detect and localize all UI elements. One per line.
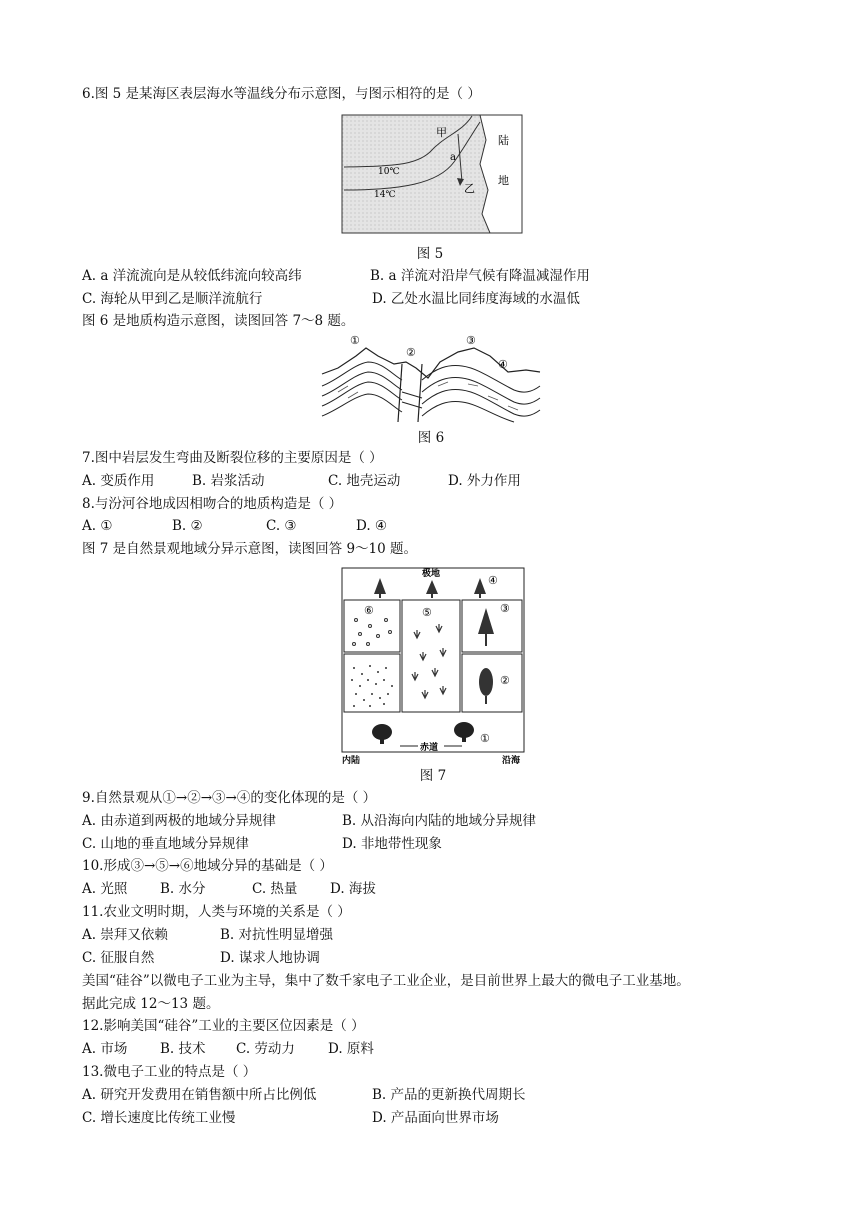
q11-option-c: C. 征服自然 [82, 950, 155, 966]
land-label-2: 地 [498, 174, 509, 187]
q11-option-b: B. 对抗性明显增强 [220, 927, 334, 943]
question-8-stem: 8.与汾河谷地成因相吻合的地质构造是（ ） [82, 496, 343, 512]
label-a: a [450, 152, 456, 163]
q12-option-c: C. 劳动力 [236, 1041, 295, 1057]
intro-silicon-valley-line1: 美国“硅谷”以微电子工业为主导，集中了数千家电子工业企业，是目前世界上最大的微电子工业基地。 [82, 973, 690, 989]
figure-6-caption: 图 6 [417, 430, 445, 446]
figure-5-caption: 图 5 [416, 246, 444, 262]
q12-option-d: D. 原料 [328, 1041, 374, 1057]
question-11-stem: 11.农业文明时期，人类与环境的关系是（ ） [82, 904, 351, 920]
isotherm-14: 14℃ [374, 190, 396, 200]
q11-option-d: D. 谋求人地协调 [220, 950, 320, 966]
q6-option-c: C. 海轮从甲到乙是顺洋流航行 [82, 291, 263, 307]
question-7-stem: 7.图中岩层发生弯曲及断裂位移的主要原因是（ ） [82, 450, 383, 466]
question-13-stem: 13.微电子工业的特点是（ ） [82, 1064, 257, 1080]
q13-option-a: A. 研究开发费用在销售额中所占比例低 [82, 1087, 317, 1103]
q8-option-c: C. ③ [266, 518, 297, 534]
q6-option-b: B. a 洋流对沿岸气候有降温减湿作用 [370, 268, 590, 284]
label-yi: 乙 [464, 182, 475, 195]
q13-option-d: D. 产品面向世界市场 [372, 1110, 499, 1126]
marker-2: ② [500, 674, 510, 687]
marker-3: ③ [500, 602, 510, 615]
q8-option-a: A. ① [82, 518, 113, 534]
q12-option-b: B. 技术 [160, 1041, 206, 1057]
top-label: 极地 [422, 569, 441, 579]
q13-option-c: C. 增长速度比传统工业慢 [82, 1110, 236, 1126]
question-10-stem: 10.形成③→⑤→⑥地域分异的基础是（ ） [82, 858, 333, 874]
marker-1: ① [350, 334, 360, 347]
coast-label: 沿海 [502, 756, 521, 764]
question-9-stem: 9.自然景观从①→②→③→④的变化体现的是（ ） [82, 790, 377, 806]
marker-2: ② [406, 346, 416, 359]
marker-3: ③ [466, 334, 476, 347]
isotherm-map [330, 112, 530, 237]
q9-option-a: A. 由赤道到两极的地域分异规律 [82, 813, 276, 829]
q10-option-b: B. 水分 [160, 881, 206, 897]
q7-option-d: D. 外力作用 [448, 473, 521, 489]
q7-option-a: A. 变质作用 [82, 473, 155, 489]
intro-figure-7: 图 7 是自然景观地域分异示意图，读图回答 9～10 题。 [82, 541, 418, 557]
land-label-1: 陆 [498, 134, 509, 147]
q7-option-c: C. 地壳运动 [328, 473, 401, 489]
geologic-structure-diagram [318, 334, 544, 424]
q6-option-d: D. 乙处水温比同纬度海域的水温低 [372, 291, 580, 307]
q11-option-a: A. 崇拜又依赖 [82, 927, 168, 943]
q10-option-a: A. 光照 [82, 881, 128, 897]
marker-4: ④ [488, 574, 498, 587]
equator-label: 赤道 [420, 743, 439, 753]
q10-option-d: D. 海拔 [330, 881, 376, 897]
q7-option-b: B. 岩浆活动 [192, 473, 265, 489]
question-12-stem: 12.影响美国“硅谷”工业的主要区位因素是（ ） [82, 1018, 365, 1034]
q8-option-d: D. ④ [356, 518, 388, 534]
landscape-differentiation-diagram [340, 564, 526, 764]
figure-7 [340, 564, 526, 786]
marker-1: ① [480, 732, 490, 745]
q8-option-b: B. ② [172, 518, 203, 534]
isotherm-10: 10℃ [378, 167, 400, 177]
q9-option-d: D. 非地带性现象 [342, 836, 442, 852]
marker-4: ④ [498, 358, 508, 371]
figure-5 [330, 112, 530, 262]
figure-7-caption: 图 7 [419, 768, 447, 784]
question-6-stem: 6.图 5 是某海区表层海水等温线分布示意图，与图示相符的是（ ） [82, 86, 481, 102]
intro-figure-6: 图 6 是地质构造示意图，读图回答 7～8 题。 [82, 313, 355, 329]
marker-6: ⑥ [364, 604, 374, 617]
inland-label: 内陆 [342, 756, 361, 764]
q9-option-b: B. 从沿海向内陆的地域分异规律 [342, 813, 537, 829]
q12-option-a: A. 市场 [82, 1041, 128, 1057]
q10-option-c: C. 热量 [252, 881, 298, 897]
q13-option-b: B. 产品的更新换代周期长 [372, 1087, 526, 1103]
figure-6 [318, 334, 544, 446]
marker-5: ⑤ [422, 606, 432, 619]
q9-option-c: C. 山地的垂直地域分异规律 [82, 836, 249, 852]
intro-silicon-valley-line2: 据此完成 12～13 题。 [82, 996, 220, 1012]
label-jia: 甲 [436, 126, 447, 139]
q6-option-a: A. a 洋流流向是从较低纬流向较高纬 [82, 268, 302, 284]
